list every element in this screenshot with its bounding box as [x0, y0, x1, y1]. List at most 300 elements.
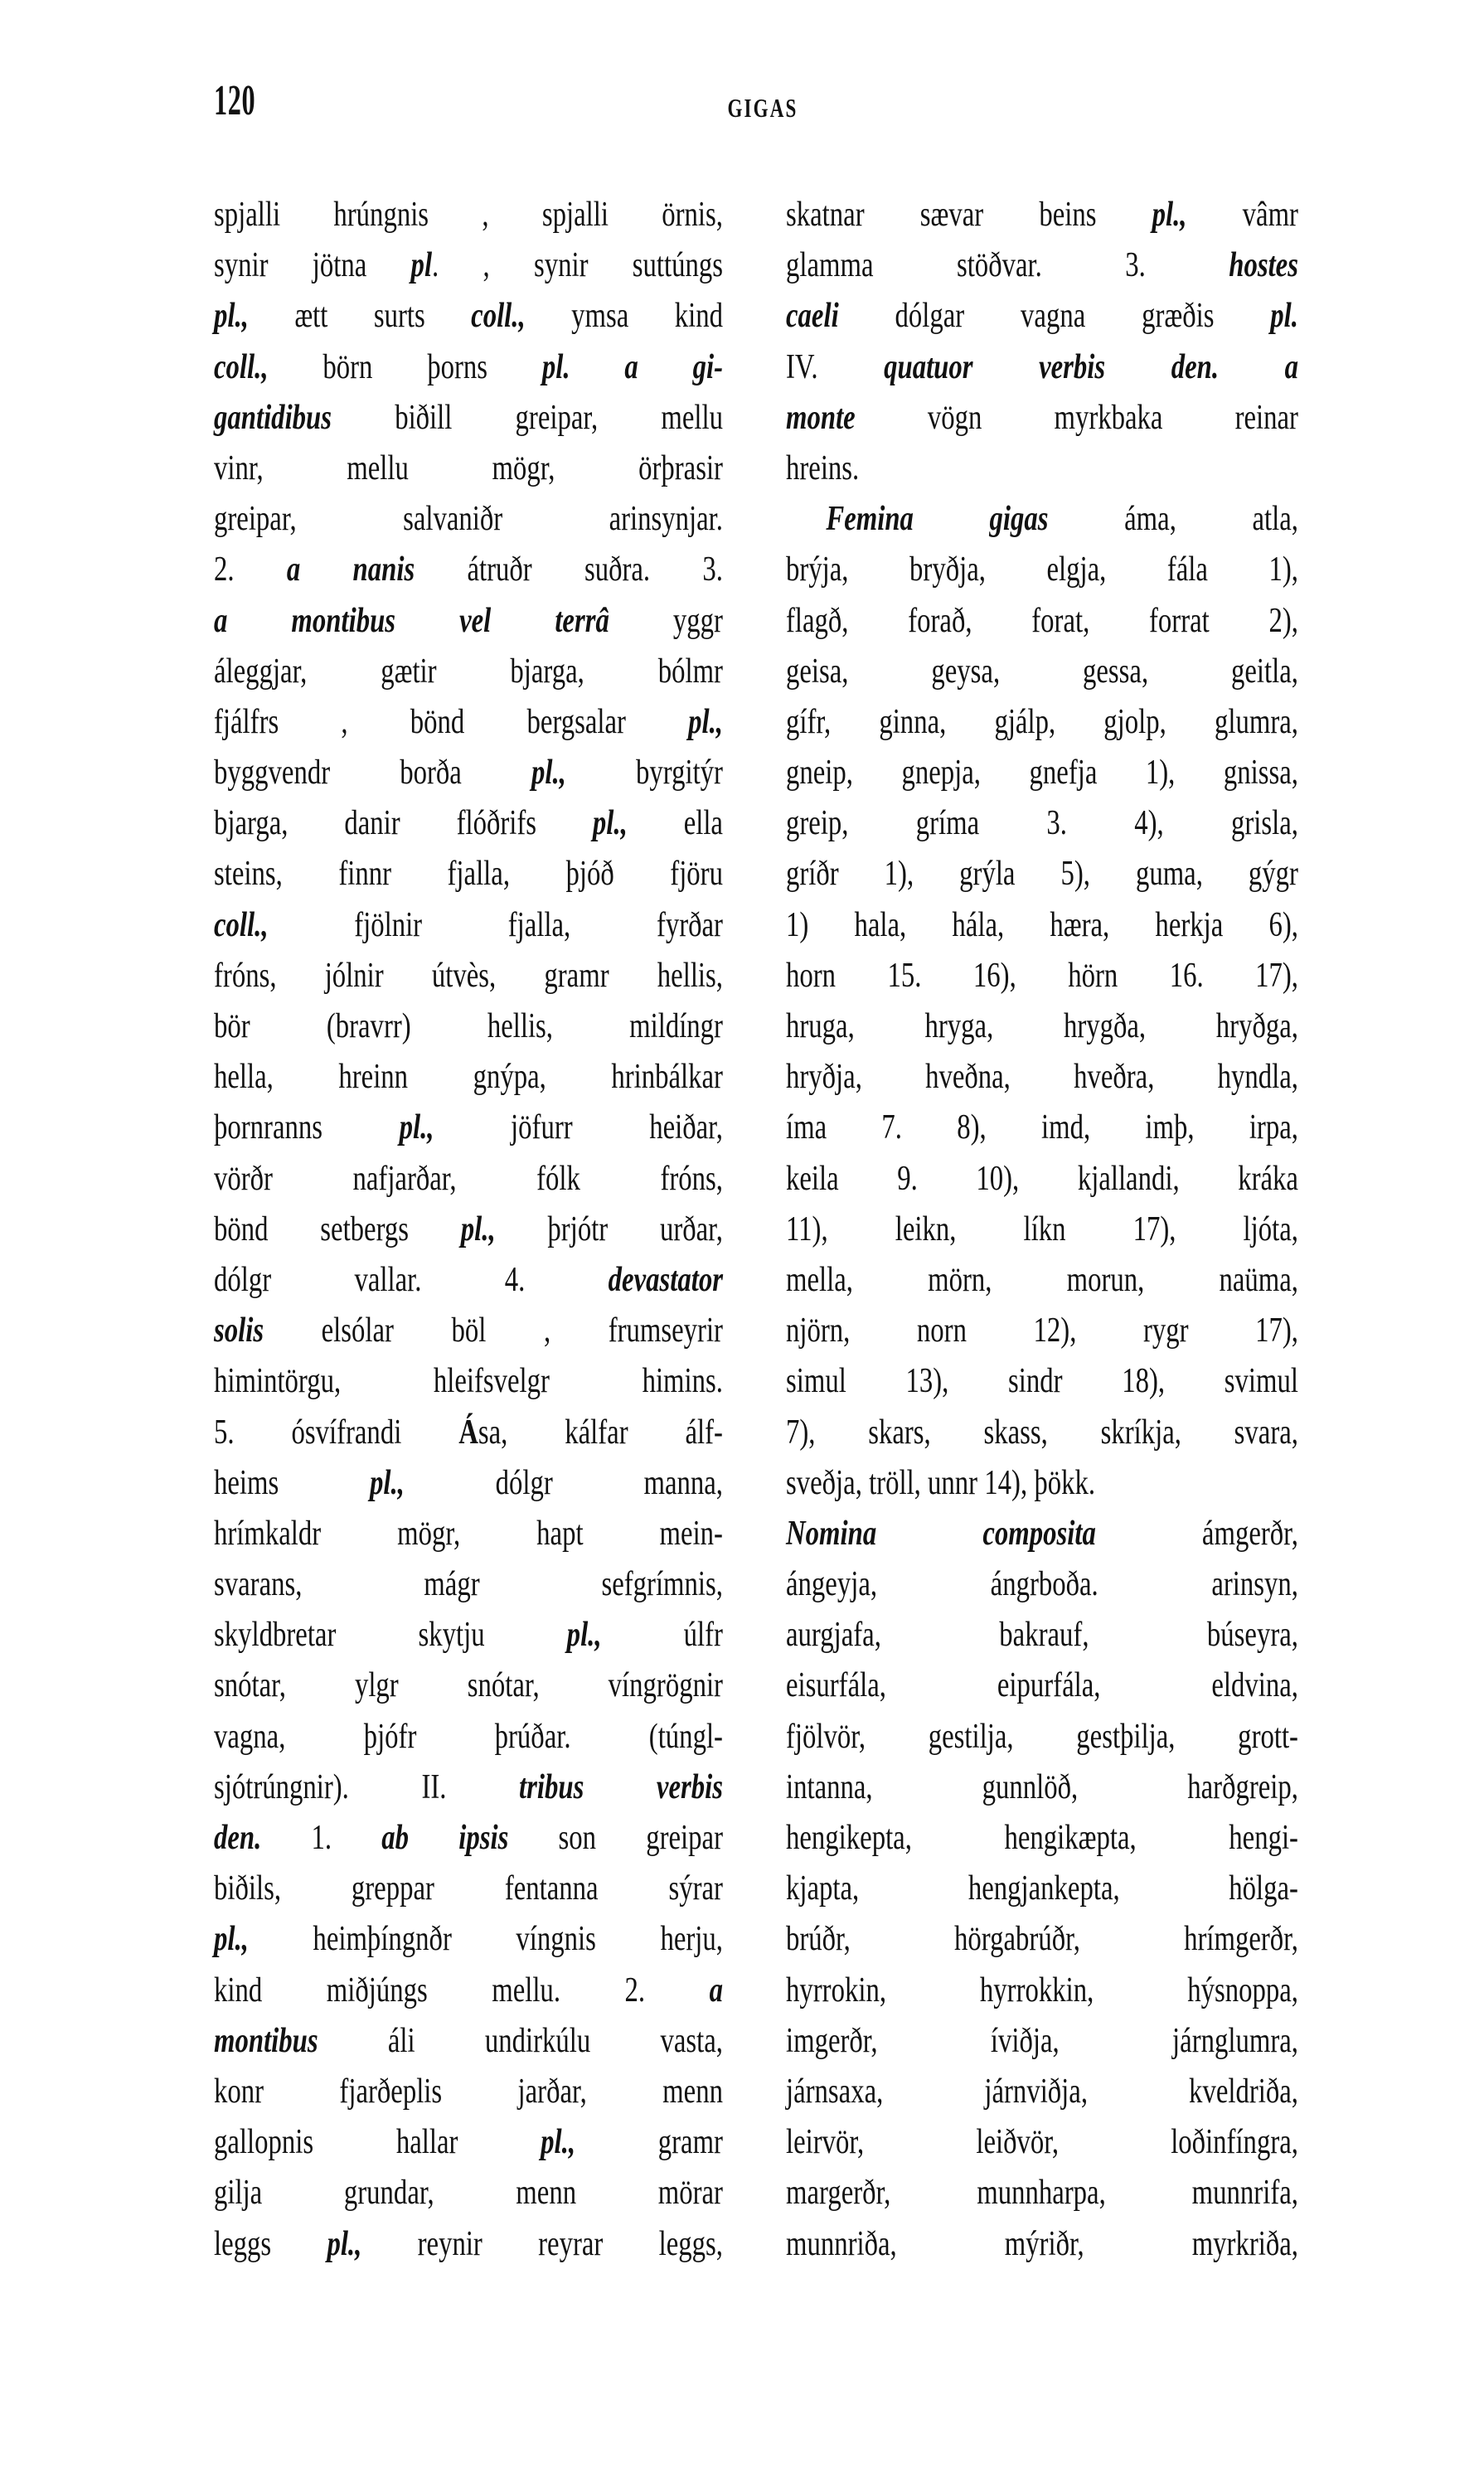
text-segment: þornranns [214, 1108, 400, 1147]
text-line [214, 291, 723, 342]
text-line-content [786, 697, 1298, 748]
text-line [786, 1813, 1298, 1864]
text-line-content [214, 2219, 723, 2270]
text-segment: steins, finnr fjalla, þjóð fjöru [214, 855, 723, 894]
italic-term: a nanis [286, 550, 415, 589]
text-line-content [214, 190, 723, 240]
text-line [786, 1306, 1298, 1356]
italic-term: Nomina composita [786, 1514, 1096, 1553]
text-segment: ella [627, 804, 723, 843]
text-line [214, 748, 723, 798]
text-segment: 11), leikn, líkn 17), ljóta, [786, 1210, 1298, 1248]
text-line-content [786, 2168, 1298, 2218]
text-line [786, 2117, 1298, 2168]
text-line [786, 393, 1298, 444]
text-line-content [786, 1356, 1298, 1407]
text-line-content [214, 393, 723, 444]
text-segment: IV. [786, 347, 885, 386]
text-line [786, 748, 1298, 798]
text-line [214, 1914, 723, 1965]
text-segment: 1) hala, hála, hæra, herkja 6), [786, 905, 1298, 944]
text-segment: mella, mörn, morun, naüma, [786, 1260, 1298, 1299]
text-segment: svarans, mágr sefgrímnis, [214, 1565, 723, 1604]
italic-term: quatuor verbis den. a [884, 347, 1298, 386]
text-segment [570, 348, 625, 386]
italic-term: a montibus vel terrâ [214, 601, 609, 640]
text-line-content [214, 1559, 723, 1610]
text-line [786, 951, 1298, 1001]
text-line [786, 2219, 1298, 2270]
text-line-content [786, 1610, 1298, 1660]
text-segment: dólgr manna, [404, 1463, 723, 1502]
text-segment: bjarga, danir flóðrifs [214, 804, 593, 843]
text-line-content [214, 900, 723, 951]
text-segment: vagna, þjófr þrúðar. (túngl- [214, 1717, 723, 1756]
text-line [786, 494, 1298, 545]
text-line [786, 1255, 1298, 1306]
text-line-content [214, 2067, 723, 2117]
text-line [786, 2016, 1298, 2067]
text-line [214, 849, 723, 899]
text-line-content [786, 647, 1298, 697]
italic-term: hostes [1229, 246, 1298, 285]
italic-term: coll., [214, 905, 269, 944]
text-line-content [786, 849, 1298, 899]
italic-term: pl., [399, 1108, 434, 1147]
text-line [786, 1914, 1298, 1965]
text-segment: fróns, jólnir útvès, gramr hellis, [214, 956, 723, 995]
text-line-content [214, 1052, 723, 1103]
text-line-content [786, 1813, 1298, 1864]
text-line-content [786, 1966, 1298, 2016]
text-segment: kind miðjúngs mellu. 2. [214, 1971, 710, 2009]
text-segment: sa, kálfar álf- [478, 1413, 723, 1452]
text-line [786, 1458, 1298, 1509]
text-segment: yggr [609, 601, 723, 640]
text-line-content [786, 1052, 1298, 1103]
italic-term: ab ipsis [381, 1819, 509, 1857]
text-segment: hengikepta, hengikæpta, hengi- [786, 1819, 1298, 1857]
text-line [214, 2117, 723, 2168]
text-line-content [786, 1205, 1298, 1255]
text-line-content [214, 1813, 723, 1864]
text-segment: 7), skars, skass, skríkja, svara, [786, 1413, 1298, 1452]
text-segment: horn 15. 16), hörn 16. 17), [786, 956, 1298, 995]
italic-term: tribus verbis [519, 1767, 723, 1806]
text-segment: njörn, norn 12), rygr 17), [786, 1311, 1298, 1350]
text-line [786, 2168, 1298, 2218]
text-line-content [786, 1001, 1298, 1052]
text-segment: hreins. [786, 448, 860, 487]
text-line [786, 1610, 1298, 1660]
italic-term: a gi- [624, 347, 723, 386]
text-line-content [214, 596, 723, 647]
text-line [214, 444, 723, 494]
text-segment: heimþíngnðr víngnis herju, [248, 1920, 723, 1959]
text-segment: synir jötna [214, 246, 411, 285]
text-line-content [214, 1762, 723, 1813]
italic-term: pl. [1270, 297, 1298, 336]
text-line [214, 596, 723, 647]
text-line [786, 849, 1298, 899]
text-line-content [214, 545, 723, 595]
text-segment: konr fjarðeplis jarðar, menn [214, 2072, 723, 2111]
text-segment: bör (bravrr) hellis, mildíngr [214, 1007, 723, 1045]
text-segment: ymsa kind [525, 297, 723, 336]
text-line [786, 2067, 1298, 2117]
text-segment: son greipar [508, 1819, 723, 1857]
italic-term: gantidibus [214, 398, 332, 437]
text-segment: heims [214, 1463, 370, 1502]
text-segment: vâmr [1186, 196, 1298, 234]
text-line [214, 1408, 723, 1458]
text-segment: úlfr [601, 1616, 723, 1655]
text-segment: skatnar sævar beins [786, 196, 1152, 234]
text-segment: fjölnir fjalla, fyrðar [268, 905, 723, 944]
text-line-content [786, 2219, 1298, 2270]
text-segment: dólgar vagna græðis [838, 297, 1271, 336]
text-line-content [786, 1306, 1298, 1356]
italic-term: pl., [531, 754, 566, 793]
text-line [214, 1205, 723, 1255]
text-line-content [786, 342, 1298, 393]
text-segment: gramr [575, 2123, 723, 2162]
text-line-content [786, 1408, 1298, 1458]
text-segment: gríðr 1), grýla 5), guma, gýgr [786, 855, 1298, 894]
text-line [786, 291, 1298, 342]
text-segment: . , synir suttúngs [432, 246, 723, 285]
text-segment: bönd setbergs [214, 1210, 461, 1248]
text-line [214, 1813, 723, 1864]
text-line [786, 1356, 1298, 1407]
text-segment: eisurfála, eipurfála, eldvina, [786, 1666, 1298, 1705]
text-line-content [786, 2016, 1298, 2067]
text-line [786, 647, 1298, 697]
text-line [214, 1559, 723, 1610]
text-segment: imgerðr, íviðja, járnglumra, [786, 2021, 1298, 2060]
text-line-content [214, 2117, 723, 2168]
text-line-content [786, 1864, 1298, 1914]
text-segment: leggs [214, 2224, 327, 2263]
text-segment: 2. [214, 550, 287, 589]
italic-term: pl., [327, 2224, 362, 2263]
text-line-content [786, 1712, 1298, 1762]
text-line [214, 1864, 723, 1914]
text-line-content [214, 1458, 723, 1509]
text-segment: spjalli hrúngnis , spjalli örnis, [214, 196, 723, 234]
text-segment: munnriða, mýriðr, myrkriða, [786, 2224, 1298, 2263]
text-line [786, 240, 1298, 291]
text-line [786, 1205, 1298, 1255]
text-line-content [786, 1914, 1298, 1965]
italic-term: caeli [786, 297, 839, 336]
text-segment: vögn myrkbaka reinar [855, 398, 1298, 437]
text-line-content [214, 291, 723, 342]
text-segment: gallopnis hallar [214, 2123, 541, 2162]
text-line-content [214, 1154, 723, 1205]
text-line [214, 1001, 723, 1052]
text-segment: 5. ósvífrandi [214, 1413, 459, 1452]
text-line [786, 1001, 1298, 1052]
italic-term: pl., [541, 2123, 576, 2162]
text-line [786, 900, 1298, 951]
text-line [214, 2016, 723, 2067]
text-line [786, 596, 1298, 647]
text-line [214, 1762, 723, 1813]
text-segment: elsólar böl , frumseyrir [264, 1311, 723, 1350]
text-segment: átruðr suðra. 3. [415, 550, 723, 589]
text-line [786, 1660, 1298, 1711]
text-line-content [214, 1712, 723, 1762]
text-segment: biðils, greppar fentanna sýrar [214, 1869, 723, 1908]
text-segment: dólgr vallar. 4. [214, 1260, 609, 1299]
text-segment: vörðr nafjarðar, fólk fróns, [214, 1159, 723, 1198]
text-segment: himintörgu, hleifsvelgr himins. [214, 1362, 723, 1401]
text-segment: ángeyja, ángrboða. arinsyn, [786, 1565, 1298, 1604]
text-line [786, 545, 1298, 595]
text-line [214, 1610, 723, 1660]
text-line-content [214, 1509, 723, 1559]
text-line-content [786, 2117, 1298, 2168]
text-line [786, 342, 1298, 393]
text-line-content [214, 951, 723, 1001]
text-line [214, 1966, 723, 2016]
text-line-content [786, 444, 1298, 494]
text-segment: skyldbretar skytju [214, 1616, 567, 1655]
text-segment: reynir reyrar leggs, [361, 2224, 723, 2263]
text-line [214, 1356, 723, 1407]
text-line [786, 697, 1298, 748]
text-line-content [214, 1103, 723, 1153]
italic-term: den. [214, 1819, 262, 1857]
text-segment: byrgitýr [565, 754, 723, 793]
text-line [214, 1255, 723, 1306]
text-column-right [786, 190, 1298, 2270]
text-line [214, 798, 723, 849]
text-segment: þrjótr urðar, [495, 1210, 723, 1248]
text-line-content [214, 1660, 723, 1711]
text-line [214, 951, 723, 1001]
text-line-content [214, 240, 723, 291]
text-line [786, 1103, 1298, 1153]
text-line [214, 2067, 723, 2117]
text-segment: glamma stöðvar. 3. [786, 246, 1229, 285]
italic-term: pl., [566, 1616, 602, 1655]
italic-term: coll., [214, 347, 269, 386]
italic-term: monte [786, 398, 856, 437]
text-segment: ætt surts [248, 297, 472, 336]
text-segment: gífr, ginna, gjálp, gjolp, glumra, [786, 702, 1298, 741]
text-line-content [214, 798, 723, 849]
italic-term: devastator [608, 1260, 723, 1299]
text-line [214, 1052, 723, 1103]
text-line [786, 1762, 1298, 1813]
text-line-content [786, 240, 1298, 291]
text-segment: fjálfrs , bönd bergsalar [214, 702, 689, 741]
italic-term: pl [410, 246, 433, 285]
text-line [786, 1966, 1298, 2016]
text-line-content [786, 1255, 1298, 1306]
italic-term: montibus [214, 2021, 318, 2060]
text-segment: hruga, hryga, hrygða, hryðga, [786, 1007, 1298, 1045]
text-segment: simul 13), sindr 18), svimul [786, 1362, 1298, 1401]
text-segment: geisa, geysa, gessa, geitla, [786, 652, 1298, 691]
text-line-content [786, 545, 1298, 595]
text-line-content [214, 1356, 723, 1407]
page-number: 120 [214, 77, 256, 124]
text-segment: gneip, gnepja, gnefja 1), gnissa, [786, 754, 1298, 793]
italic-term: pl., [688, 702, 723, 741]
text-line [786, 1509, 1298, 1559]
text-segment: sjótrúngnir). II. [214, 1767, 520, 1806]
text-line-content [786, 1154, 1298, 1205]
text-segment: jöfurr heiðar, [434, 1108, 723, 1147]
text-line [786, 444, 1298, 494]
text-segment: byggvendr borða [214, 754, 532, 793]
text-line-content [786, 494, 1298, 545]
text-line-content [786, 393, 1298, 444]
text-segment: fjölvör, gestilja, gestþilja, grott- [786, 1717, 1298, 1756]
text-segment: brúðr, hörgabrúðr, hrímgerðr, [786, 1920, 1298, 1959]
text-line [786, 1864, 1298, 1914]
text-line [786, 1052, 1298, 1103]
text-segment: keila 9. 10), kjallandi, kráka [786, 1159, 1298, 1198]
text-line-content [214, 697, 723, 748]
italic-term: pl., [214, 1920, 249, 1959]
text-segment: börn þorns [268, 347, 542, 386]
text-segment: íma 7. 8), imd, imþ, irpa, [786, 1108, 1298, 1147]
text-segment: greipar, salvaniðr arinsynjar. [214, 500, 723, 539]
text-segment: hrímkaldr mögr, hapt mein- [214, 1514, 723, 1553]
text-segment: vinr, mellu mögr, örþrasir [214, 448, 723, 487]
text-segment: hryðja, hveðna, hveðra, hyndla, [786, 1058, 1298, 1097]
text-line-content [214, 1205, 723, 1255]
text-line-content [786, 2067, 1298, 2117]
text-segment: aurgjafa, bakrauf, búseyra, [786, 1616, 1298, 1655]
text-line-content [214, 2016, 723, 2067]
text-column-left [214, 190, 723, 2270]
text-line-content [786, 798, 1298, 849]
text-line-content [786, 1660, 1298, 1711]
italic-term: coll., [471, 297, 526, 336]
text-segment: járnsaxa, járnviðja, kveldriða, [786, 2072, 1298, 2111]
text-line-content [214, 494, 723, 545]
text-segment: intanna, gunnlöð, harðgreip, [786, 1767, 1298, 1806]
text-line-content [786, 1762, 1298, 1813]
text-segment: sveðja, tröll, unnr 14), þökk. [786, 1463, 1096, 1502]
text-segment: brýja, bryðja, elgja, fála 1), [786, 550, 1298, 589]
text-line-content [214, 1408, 723, 1458]
text-line-content [214, 1610, 723, 1660]
text-line-content [786, 1103, 1298, 1153]
text-segment: snótar, ylgr snótar, víngrögnir [214, 1666, 723, 1705]
text-line-content [214, 1001, 723, 1052]
text-segment: 1. [261, 1819, 382, 1857]
text-line-content [786, 1458, 1298, 1509]
text-segment: kjapta, hengjankepta, hölga- [786, 1869, 1298, 1908]
running-head: GIGAS [727, 93, 798, 123]
text-segment: leirvör, leiðvör, loðinfíngra, [786, 2123, 1298, 2162]
text-line-content [214, 647, 723, 697]
text-line [786, 1559, 1298, 1610]
text-line [214, 2168, 723, 2218]
text-segment: hella, hreinn gnýpa, hrinbálkar [214, 1058, 723, 1097]
text-line [214, 1306, 723, 1356]
text-line [214, 190, 723, 240]
text-line-content [214, 1914, 723, 1965]
text-line [214, 1103, 723, 1153]
italic-term: solis [214, 1311, 264, 1350]
text-line [214, 697, 723, 748]
text-line-content [214, 849, 723, 899]
text-line [214, 1660, 723, 1711]
text-line-content [786, 596, 1298, 647]
text-line [214, 393, 723, 444]
text-line [214, 1458, 723, 1509]
text-line [786, 1712, 1298, 1762]
text-segment: gilja grundar, menn mörar [214, 2174, 723, 2213]
italic-term: pl., [214, 297, 249, 336]
text-line [214, 494, 723, 545]
text-segment: ámgerðr, [1095, 1514, 1298, 1553]
text-line [786, 798, 1298, 849]
italic-term: a [709, 1971, 723, 2009]
italic-term: pl., [1152, 196, 1187, 234]
italic-term: Femina gigas [826, 500, 1049, 539]
bold-text: Á [458, 1413, 478, 1452]
text-line [214, 1154, 723, 1205]
text-line-content [214, 1966, 723, 2016]
text-line-content [214, 748, 723, 798]
text-line-content [214, 2168, 723, 2218]
italic-term: pl., [460, 1210, 496, 1248]
text-segment: áma, atla, [1048, 500, 1298, 539]
text-line [214, 647, 723, 697]
text-line-content [786, 900, 1298, 951]
italic-term: pl. [541, 347, 570, 386]
text-line [214, 342, 723, 393]
text-line-content [786, 748, 1298, 798]
text-line [214, 1712, 723, 1762]
text-line-content [214, 1255, 723, 1306]
text-segment: greip, gríma 3. 4), grisla, [786, 804, 1298, 843]
text-line-content [786, 1509, 1298, 1559]
italic-term: pl., [592, 804, 628, 843]
text-line [214, 1509, 723, 1559]
text-line-content [214, 444, 723, 494]
text-line [786, 1408, 1298, 1458]
text-line [214, 545, 723, 595]
text-line-content [214, 1864, 723, 1914]
text-line [786, 1154, 1298, 1205]
text-line-content [214, 342, 723, 393]
text-line-content [786, 1559, 1298, 1610]
text-line [214, 240, 723, 291]
text-line-content [786, 190, 1298, 240]
text-line-content [786, 951, 1298, 1001]
text-line [786, 190, 1298, 240]
italic-term: pl., [369, 1463, 405, 1502]
text-line-content [214, 1306, 723, 1356]
text-segment: flagð, forað, forat, forrat 2), [786, 601, 1298, 640]
text-line [214, 900, 723, 951]
text-segment: áleggjar, gætir bjarga, bólmr [214, 652, 723, 691]
text-segment: hyrrokin, hyrrokkin, hýsnoppa, [786, 1971, 1298, 2009]
text-segment: biðill greipar, mellu [332, 398, 723, 437]
text-line-content [786, 291, 1298, 342]
text-segment: margerðr, munnharpa, munnrifa, [786, 2174, 1298, 2213]
text-line [214, 2219, 723, 2270]
